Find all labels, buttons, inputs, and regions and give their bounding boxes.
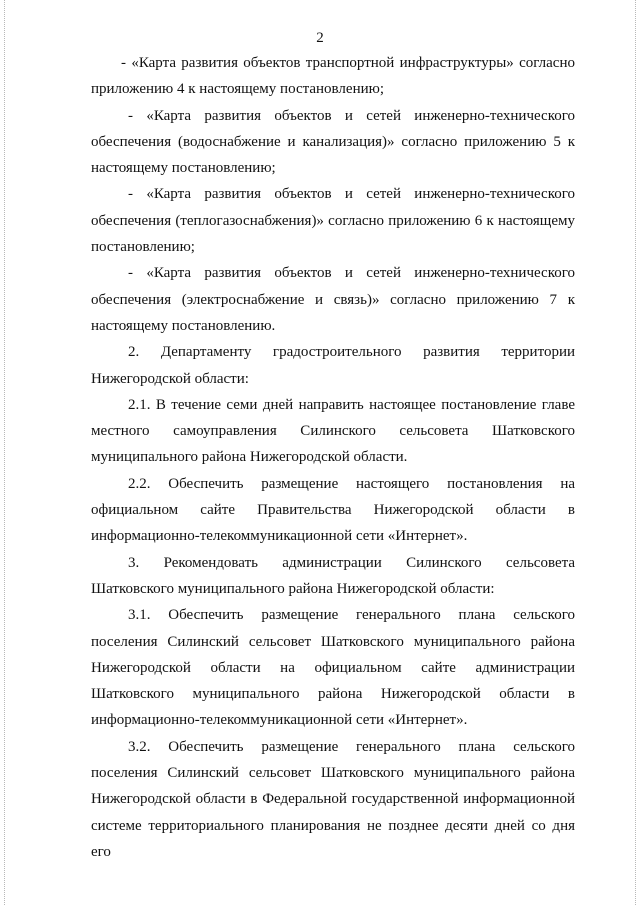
scan-edge-right — [635, 0, 636, 905]
paragraph-appendix-4: - «Карта развития объектов транспортной инфраструктуры» согласно приложению 4 к настоящему постановлению; — [91, 55, 575, 98]
paragraph-item-2-2: 2.2. Обеспечить размещение настоящего постановления на официальном сайте Правительства Нижегородской области в информационно-телекоммуникационной сети «Интернет». — [91, 475, 575, 545]
paragraph-appendix-6: - «Карта развития объектов и сетей инженерно-технического обеспечения (теплогазоснабжения)» согласно приложению 6 к настоящему постановлению; — [91, 186, 575, 256]
paragraph-item-2-1: 2.1. В течение семи дней направить настоящее постановление главе местного самоуправления Силинского сельсовета Шатковского муниципального района Нижегородской области. — [91, 396, 575, 466]
paragraph-appendix-5: - «Карта развития объектов и сетей инженерно-технического обеспечения (водоснабжение и канализация)» согласно приложению 5 к настоящему постановлению; — [91, 107, 575, 177]
paragraph-item-3: 3. Рекомендовать администрации Силинского сельсовета Шатковского муниципального района Нижегородской области: — [91, 554, 575, 597]
paragraph-item-3-2: 3.2. Обеспечить размещение генерального плана сельского поселения Силинский сельсовет Шатковского муниципального района Нижегородской области в Федеральной государственной информационной системе территориального планирования не позднее десяти дней со дня его — [91, 738, 575, 860]
page-number: 2 — [316, 30, 324, 46]
document-body — [91, 50, 575, 865]
paragraph-item-3-1: 3.1. Обеспечить размещение генерального плана сельского поселения Силинский сельсовет Шатковского муниципального района Нижегородской области на официальном сайте администрации Шатковского муниципального района Нижегородской области в информационно-телекоммуникационной сети «Интернет». — [91, 607, 575, 729]
scan-edge-left — [4, 0, 5, 905]
paragraph-item-2: 2. Департаменту градостроительного развития территории Нижегородской области: — [91, 344, 575, 387]
paragraph-appendix-7: - «Карта развития объектов и сетей инженерно-технического обеспечения (электроснабжение и связь)» согласно приложению 7 к настоящему постановлению. — [91, 265, 575, 334]
